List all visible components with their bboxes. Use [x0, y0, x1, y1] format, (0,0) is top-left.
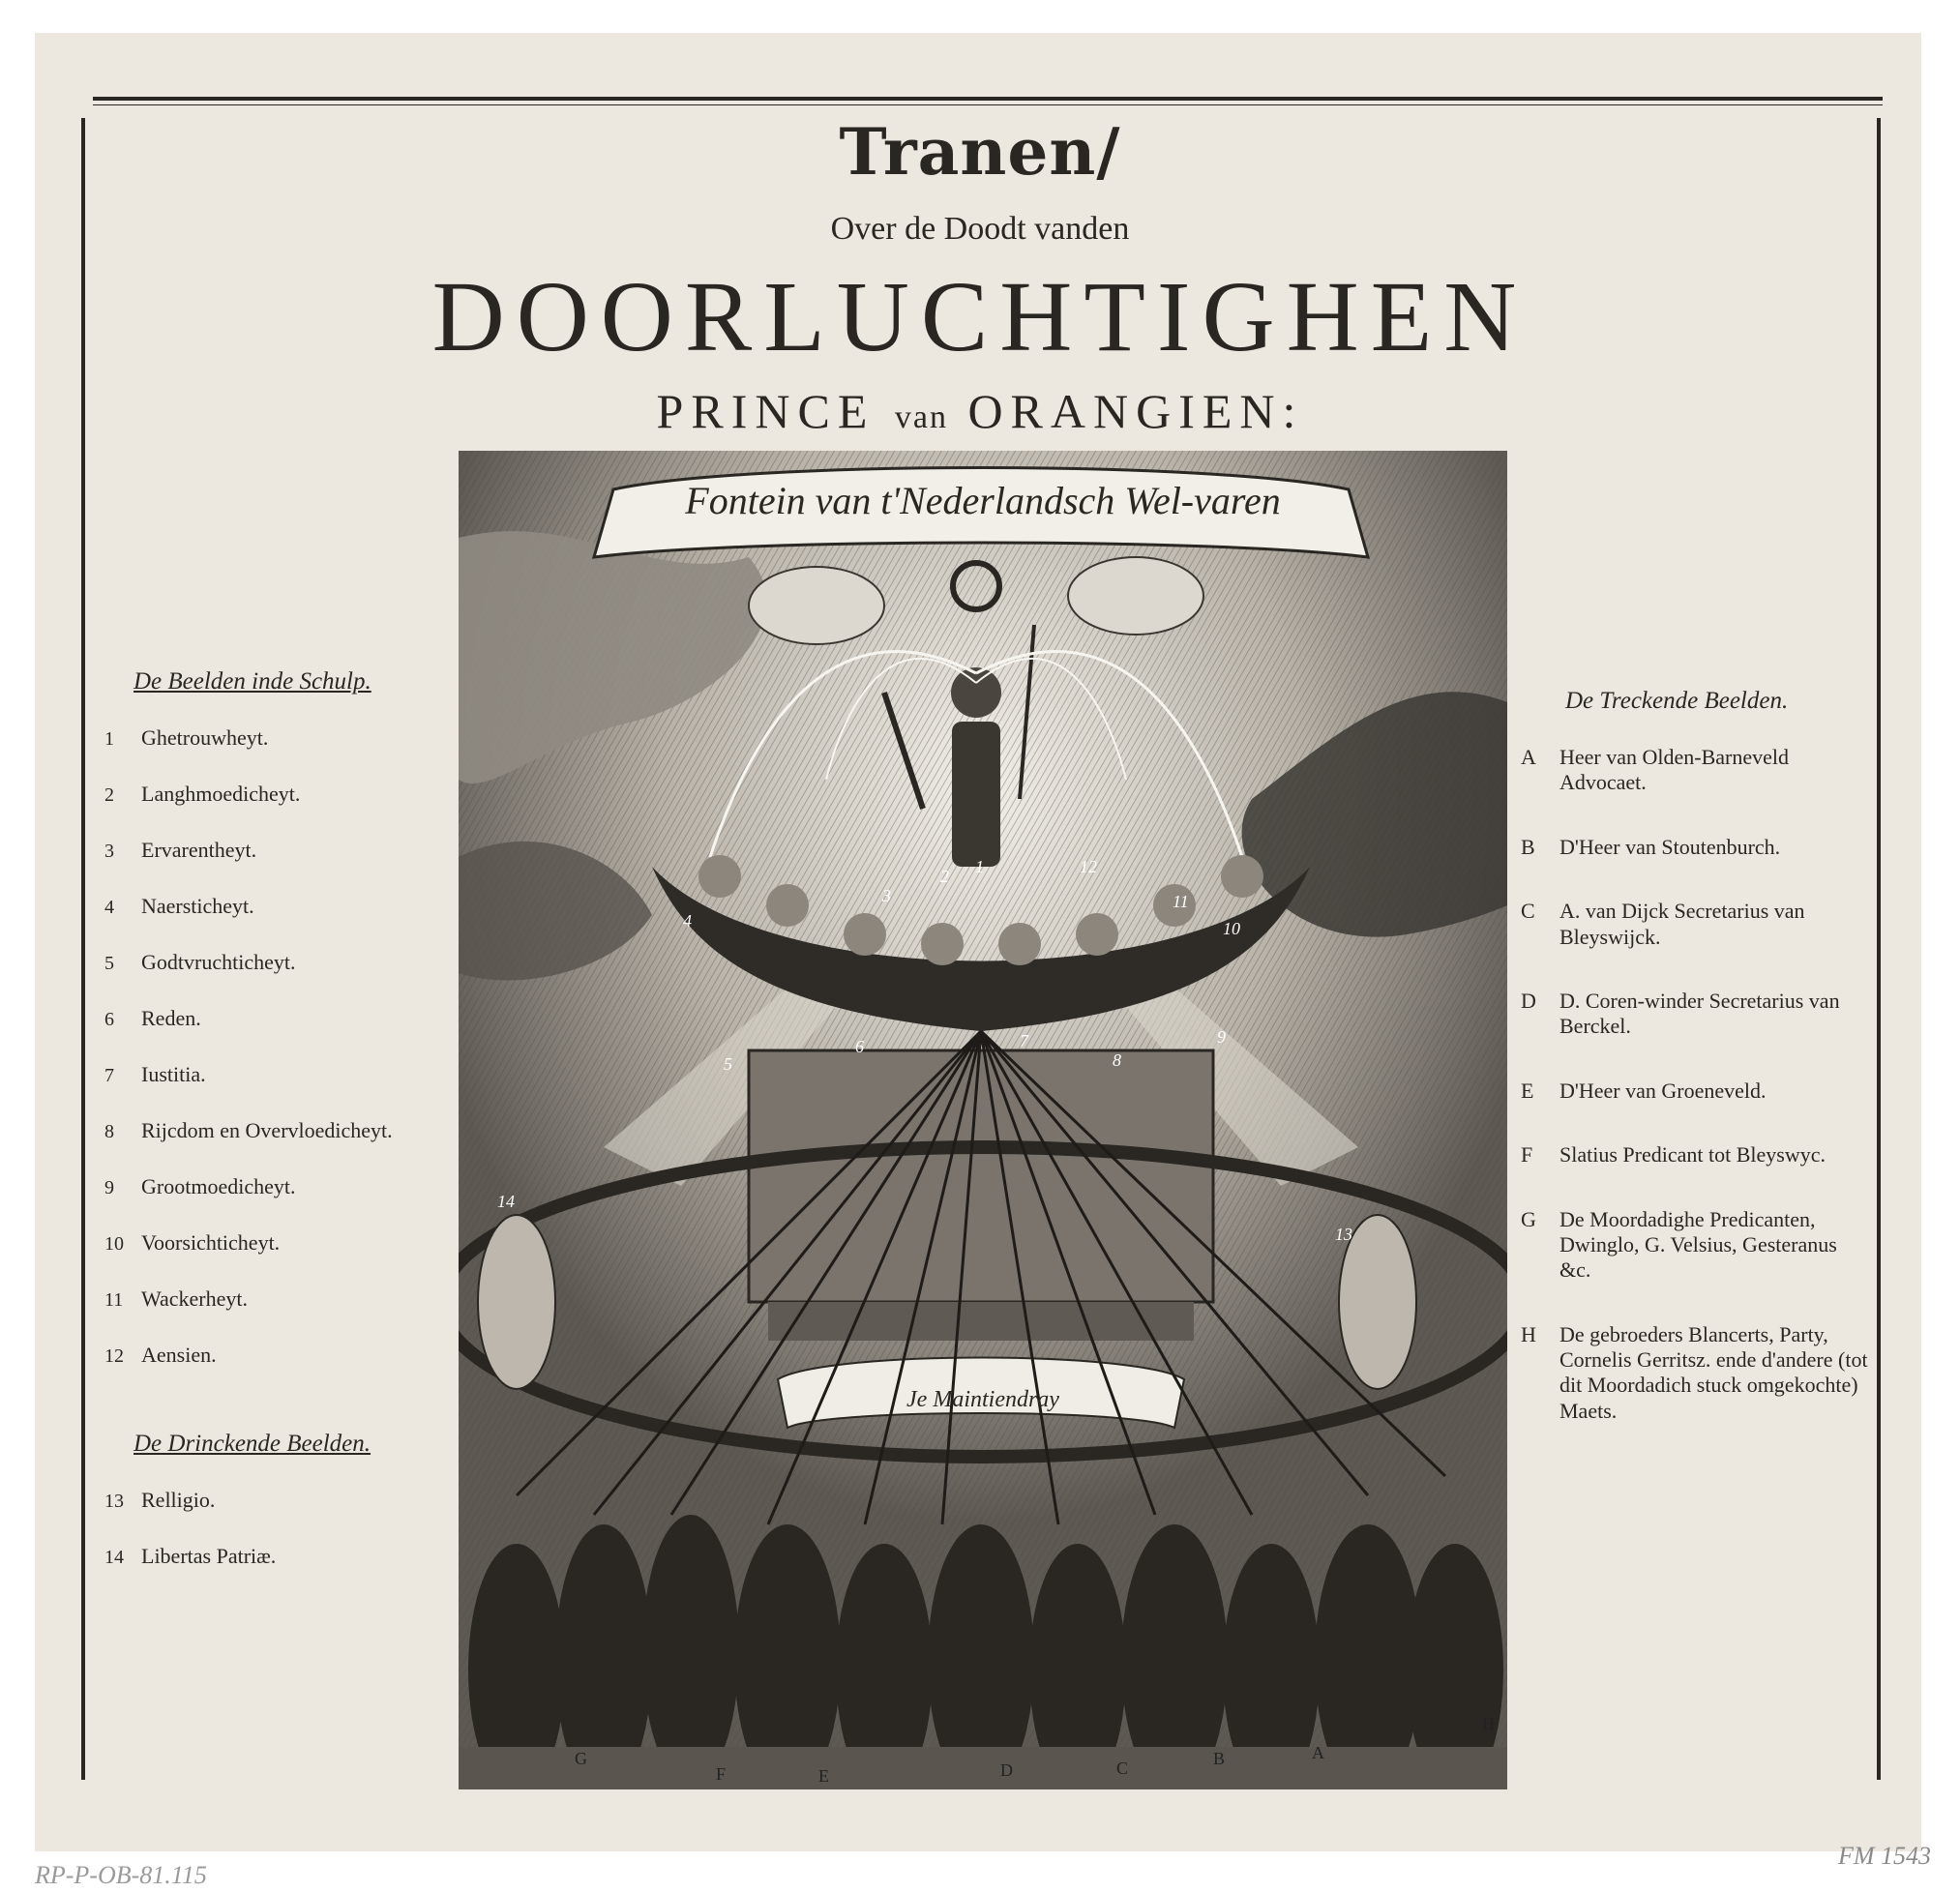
legend-item: 14 Libertas Patriæ.	[104, 1544, 277, 1568]
legend-heading-pulling: De Treckende Beelden.	[1565, 688, 1789, 714]
ground-letter: G	[575, 1749, 587, 1768]
figure-number: 14	[497, 1192, 515, 1211]
legend-item: 3 Ervarentheyt.	[104, 838, 257, 862]
legend-item: 9 Grootmoedicheyt.	[104, 1174, 296, 1198]
ground-letter: F	[716, 1764, 727, 1784]
legend-item: C A. van Dijck Secretarius van Bleyswijck.	[1521, 899, 1805, 949]
title-orangien: ORANGIEN:	[967, 384, 1304, 438]
figure-number: 2	[940, 867, 949, 886]
engraving-illustration	[459, 451, 1507, 1789]
ground-letter: H	[1482, 1714, 1495, 1733]
engraving-plinth-text: Je Maintiendray	[906, 1387, 1059, 1412]
legend-item: E D'Heer van Groeneveld.	[1521, 1078, 1767, 1103]
figure-number: 7	[1020, 1031, 1028, 1050]
figure-number: 4	[683, 911, 692, 931]
ground-letter: C	[1116, 1759, 1129, 1778]
figure-number: 6	[855, 1037, 864, 1056]
title-prince: PRINCE	[656, 384, 876, 438]
figure-number: 13	[1335, 1225, 1352, 1244]
legend-item: 7 Iustitia.	[104, 1062, 206, 1086]
frame-top-rule	[93, 97, 1883, 101]
ground-letter: A	[1312, 1743, 1324, 1762]
legend-heading-shell: De Beelden inde Schulp.	[134, 668, 371, 695]
ground-letter: E	[818, 1766, 829, 1786]
legend-item: 6 Reden.	[104, 1006, 201, 1030]
legend-item: D D. Coren-winder Secretarius van Berckel.	[1521, 988, 1840, 1039]
legend-heading-drinking: De Drinckende Beelden.	[134, 1431, 371, 1457]
legend-left	[104, 667, 433, 1600]
figure-number: 8	[1113, 1050, 1121, 1070]
legend-item: G De Moordadighe Predicanten, Dwinglo, G. Velsius, Gesteranus &c.	[1521, 1206, 1837, 1283]
figure-number: 12	[1080, 857, 1097, 876]
ground-letter: D	[1000, 1760, 1013, 1780]
legend-item: 1 Ghetrouwheyt.	[104, 725, 269, 750]
figure-number: 3	[882, 886, 891, 905]
legend-item: B D'Heer van Stoutenburch.	[1521, 834, 1781, 859]
legend-item: 13 Relligio.	[104, 1488, 216, 1512]
figure-number: 5	[724, 1054, 732, 1074]
title-tranen: Tranen/	[839, 114, 1121, 190]
legend-item: 5 Godtvruchticheyt.	[104, 950, 296, 974]
title-main: DOORLUCHTIGHEN	[431, 261, 1529, 372]
legend-item: F Slatius Predicant tot Bleyswyc.	[1521, 1142, 1826, 1168]
legend-item: 11 Wackerheyt.	[104, 1286, 248, 1311]
figure-number: 10	[1223, 919, 1240, 938]
legend-item: 8 Rijcdom en Overvloedicheyt.	[104, 1118, 393, 1142]
inventory-mark-left: RP-P-OB-81.115	[35, 1861, 207, 1889]
title-prince-line	[0, 383, 1960, 439]
legend-item: 4 Naersticheyt.	[104, 894, 254, 918]
title-subline: Over de Doodt vanden	[830, 211, 1130, 247]
figure-number: 9	[1217, 1027, 1226, 1047]
legend-item: A Heer van Olden-Barneveld Advocaet.	[1521, 745, 1790, 795]
title-van: van	[894, 399, 948, 435]
engraving-image	[459, 451, 1507, 1789]
engraving-ribbon-text: Fontein van t'Nederlandsch Wel-varen	[685, 479, 1281, 522]
ground-letter: B	[1213, 1749, 1226, 1768]
figure-number: 1	[975, 857, 984, 876]
legend-right	[1521, 687, 1869, 1463]
legend-item: H De gebroeders Blancerts, Party, Cornelis Gerritsz. ende d'andere (tot dit Moordadich stuck omgekochte) Maets.	[1521, 1321, 1868, 1423]
legend-item: 2 Langhmoedicheyt.	[104, 782, 301, 806]
legend-item: 10 Voorsichticheyt.	[104, 1230, 281, 1255]
figure-number: 11	[1173, 892, 1189, 911]
inventory-mark-right: FM 1543	[1838, 1842, 1932, 1870]
legend-item: 12 Aensien.	[104, 1343, 217, 1367]
